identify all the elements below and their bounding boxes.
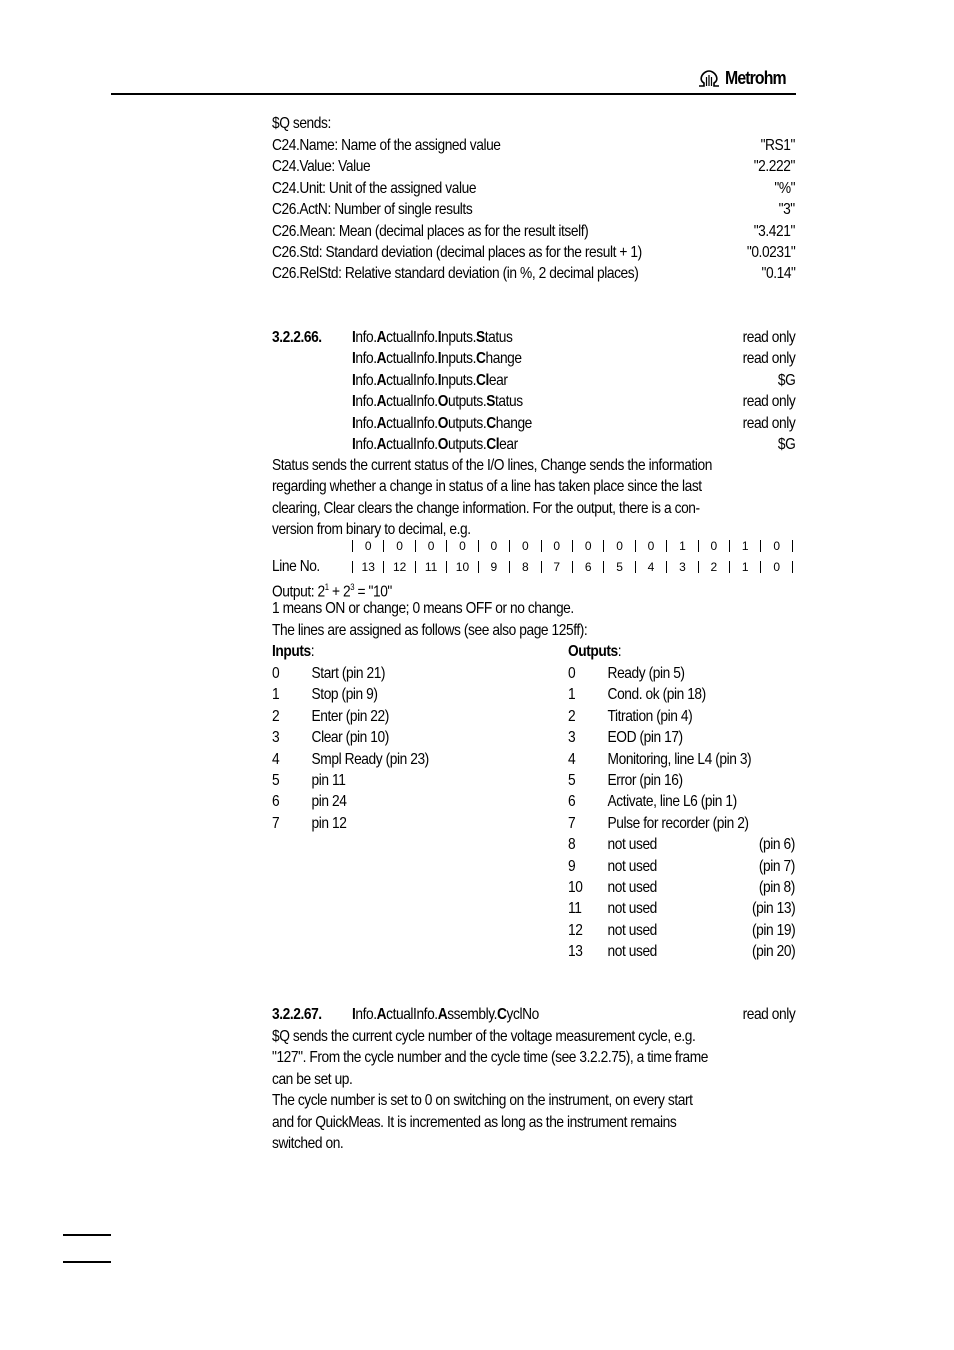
output-description: not used [607,857,657,875]
inputs-title-text: Inputs [272,643,311,660]
bit-cell: 0 [384,540,415,552]
bit-cell: 0 [510,540,541,552]
c24-row-label: C24.Unit: Unit of the assigned value [272,179,477,197]
cmd-part: I [352,436,356,453]
cmd-part: tatus [495,393,523,411]
output-description: Titration (pin 4) [607,707,693,725]
cmd-part: I [352,371,356,389]
paragraph-line: can be set up. [272,1070,353,1088]
cmd-part: A [376,350,387,368]
output-description: Ready (pin 5) [607,665,685,682]
output-number: 4 [568,750,576,768]
cmd-part: ear [499,436,518,453]
section-66-access-row [272,413,795,434]
output-description: Pulse for recorder (pin 2) [607,814,749,832]
output-description: not used [607,900,657,918]
logo-text: Metrohm [725,67,786,88]
output-pin: (pin 6) [759,836,795,854]
input-description: Stop (pin 9) [311,686,378,704]
cmd-part: nputs. [441,371,477,389]
paragraph-line: The cycle number is set to 0 on switching on the instrument, on every start [272,1092,693,1110]
cmd-part: ctualInfo. [386,350,438,368]
cmd-part: S [476,329,485,346]
cmd-part: ctualInfo. [386,371,438,389]
cmd-part: O [437,414,448,432]
input-number: 3 [272,729,280,747]
input-description: pin 24 [311,793,347,811]
line-number-cell: 11 [416,561,447,573]
cmd-part: ear [488,371,508,389]
c24-row-value: "3" [778,201,795,219]
input-row [272,770,513,791]
bit-cell: 0 [604,540,635,552]
output-pin-row [272,856,795,877]
bit-cell: 0 [761,540,792,552]
cmd-part: ctualInfo. [386,393,438,411]
output-description: Cond. ok (pin 18) [607,686,706,704]
cmd-part: A [376,436,387,453]
line-number-row [352,561,793,573]
bit-value-row [352,540,793,552]
line-number-cell: 7 [542,561,573,573]
bit-cell: 1 [730,540,761,552]
output-mid: + 2 [328,583,351,601]
cmd-part: I [437,350,442,368]
section-66-access-row [272,370,795,391]
output-description: Monitoring, line L4 (pin 3) [607,750,752,768]
input-number: 1 [272,686,280,704]
output-number: 2 [568,707,576,725]
cmd-part: hange [485,350,522,368]
paragraph-line: "127". From the cycle number and the cycle time (see 3.2.2.75), a time frame [272,1049,708,1067]
input-row [272,791,513,812]
output-suffix: = "10" [354,583,392,601]
cmd-part: I [437,371,442,389]
outputs-title-text: Outputs [568,643,618,660]
cmd-part: Cl [486,436,500,453]
input-number: 4 [272,750,280,768]
output-pin-row [272,898,795,919]
cmd-part: I [352,414,356,432]
input-number: 5 [272,772,280,789]
paragraph-line: version from binary to decimal, e.g. [272,521,471,539]
c24-row [272,135,795,156]
output-row [568,663,792,684]
line-number-cell: 12 [384,561,415,573]
output-description: not used [607,879,657,896]
section-66-number: 3.2.2.66. [272,329,322,346]
c24-row [272,156,795,177]
cmd-part: I [437,329,442,346]
section-67-access-row [272,1004,795,1025]
cmd-part: S [486,393,496,411]
output-number: 0 [568,665,576,682]
c24-row [272,178,795,199]
c24-row-label: C26.Std: Standard deviation (decimal places as for the result + 1) [272,244,642,261]
cmd-part: A [376,1006,387,1023]
metrohm-omega-icon [697,69,721,87]
bit-cell: 0 [636,540,667,552]
line-number-cell: 3 [667,561,698,573]
output-number: 7 [568,814,576,832]
cmd-part: O [437,436,448,453]
outputs-title [568,641,621,662]
input-row [272,749,513,770]
footer-rule-1 [63,1234,111,1236]
output-description: EOD (pin 17) [607,729,683,747]
paragraph-line: clearing, Clear clears the change information. For the output, there is a con- [272,499,700,517]
cmd-part: nfo. [355,329,377,346]
cmd-part: I [352,1006,356,1023]
bit-cell: 1 [667,540,698,552]
cmd-part: A [376,393,387,411]
c24-row-label: C26.Mean: Mean (decimal places as for the result itself) [272,222,589,240]
section-66-access: $G [777,371,795,389]
output-pin: (pin 8) [759,879,795,896]
cmd-part: utputs. [447,436,487,453]
output-number: 12 [568,921,583,939]
bit-cell: 0 [479,540,510,552]
inputs-colon: : [310,643,315,660]
output-row [568,791,792,812]
section-66-access: read only [742,350,795,368]
output-pin: (pin 19) [751,921,795,939]
output-row [568,770,792,791]
line-number-cell: 6 [573,561,604,573]
section-66-access: $G [777,436,795,453]
output-number: 9 [568,857,576,875]
c24-row [272,242,795,263]
input-description: Clear (pin 10) [311,729,389,747]
output-exp1: 1 [324,582,329,592]
cmd-part: nfo. [355,436,377,453]
cmd-part: ctualInfo. [386,436,438,453]
c24-intro: $Q sends: [272,115,331,132]
bit-cell: 0 [573,540,604,552]
paragraph-line: switched on. [272,1135,344,1152]
input-number: 7 [272,814,280,832]
section-66-access-row [272,391,795,412]
output-pin-row [272,877,795,898]
cmd-part: ctualInfo. [386,329,438,346]
line-number-cell: 1 [730,561,761,573]
cmd-part: nputs. [441,350,477,368]
line-number-cell: 10 [447,561,478,573]
output-description: not used [607,943,657,961]
line-number-cell: 0 [761,561,792,573]
line-number-cell: 5 [604,561,635,573]
output-number: 1 [568,686,576,704]
c24-row-value: "0.0231" [746,244,795,261]
cmd-part: ctualInfo. [386,414,438,432]
input-description: Enter (pin 22) [311,707,389,725]
cmd-part: ssembly. [447,1006,498,1023]
input-description: Smpl Ready (pin 23) [311,750,429,768]
output-description: Activate, line L6 (pin 1) [607,793,737,811]
input-row [272,727,513,748]
input-row [272,813,513,834]
output-description: not used [607,921,657,939]
section-67-access: read only [742,1006,795,1023]
input-row [272,663,513,684]
line-number-cell: 13 [353,561,384,573]
c24-row-label: C26.ActN: Number of single results [272,201,473,219]
paragraph-line: Status sends the current status of the I/O lines, Change sends the information [272,457,712,474]
output-number: 11 [568,900,582,918]
line-number-cell: 9 [479,561,510,573]
cmd-part: nfo. [355,414,377,432]
bit-cell: 0 [353,540,384,552]
cmd-part: A [437,1006,448,1023]
cmd-part: C [476,350,486,368]
c24-row-label: C24.Value: Value [272,158,371,176]
output-row [568,727,792,748]
output-pin-row [272,941,795,962]
output-row [568,684,792,705]
bit-cell: 0 [416,540,447,552]
line-no-label: Line No. [272,558,320,575]
section-66-access: read only [742,414,795,432]
cmd-part: ctualInfo. [386,1006,438,1023]
line-number-cell: 8 [510,561,541,573]
section-67-number: 3.2.2.67. [272,1006,322,1023]
paragraph-line: $Q sends the current cycle number of the voltage measurement cycle, e.g. [272,1028,696,1045]
output-prefix: Output: 2 [272,583,325,601]
cmd-part: nfo. [355,393,377,411]
section-66-access: read only [742,329,795,346]
output-number: 8 [568,836,576,854]
output-number: 3 [568,729,576,747]
cmd-part: hange [495,414,532,432]
outputs-colon: : [617,643,622,660]
cmd-part: C [486,414,496,432]
cmd-part: tatus [484,329,513,346]
output-row [568,813,792,834]
cmd-part: Cl [476,371,489,389]
output-pin-row [272,834,795,855]
inputs-title [272,641,314,662]
c24-row-label: C26.RelStd: Relative standard deviation (in %, 2 decimal places) [272,265,639,283]
paragraph-line: regarding whether a change in status of a line has taken place since the last [272,478,702,496]
cmd-part: yclNo [506,1006,539,1023]
input-number: 0 [272,665,280,682]
line-number-cell: 4 [636,561,667,573]
output-pin: (pin 20) [751,943,795,961]
header-rule [111,93,796,95]
c24-row-value: "%" [774,179,795,197]
output-number: 6 [568,793,576,811]
metrohm-logo [697,67,794,89]
output-number: 13 [568,943,583,961]
section-66-access-row [272,348,795,369]
c24-row [272,221,795,242]
cmd-part: C [497,1006,507,1023]
bit-cell: 0 [542,540,573,552]
c24-row [272,263,795,284]
cmd-part: utputs. [447,414,487,432]
cmd-part: A [376,414,387,432]
section-66-access-row [272,434,795,455]
cmd-part: I [352,393,356,411]
input-number: 6 [272,793,280,811]
output-row [568,706,792,727]
input-description: pin 11 [311,772,346,789]
output-pin-row [272,920,795,941]
cmd-part: nfo. [355,1006,377,1023]
cmd-part: A [376,329,387,346]
output-number: 5 [568,772,576,789]
output-pin: (pin 13) [751,900,795,918]
c24-row-label: C24.Name: Name of the assigned value [272,137,501,154]
cmd-part: I [352,329,356,346]
section-66-access-row [272,327,795,348]
paragraph-line: and for QuickMeas. It is incremented as long as the instrument remains [272,1113,677,1131]
cmd-part: nputs. [441,329,477,346]
cmd-part: O [437,393,448,411]
bit-cell: 0 [447,540,478,552]
input-description: pin 12 [311,814,347,832]
output-exp2: 3 [350,582,355,592]
input-number: 2 [272,707,280,725]
c24-row-value: "3.421" [753,222,795,240]
cmd-part: nfo. [355,371,377,389]
output-pin: (pin 7) [759,857,795,875]
output-row [568,749,792,770]
assigned-text: The lines are assigned as follows (see also page 125ff): [272,622,588,639]
footer-rule-2 [63,1261,111,1263]
section-66-access: read only [742,393,795,411]
input-row [272,706,513,727]
c24-row-value: "0.14" [761,265,795,283]
input-row [272,684,513,705]
bit-cell: 0 [699,540,730,552]
line-number-cell: 2 [699,561,730,573]
c24-row [272,199,795,220]
cmd-part: utputs. [447,393,487,411]
output-number: 10 [568,879,583,896]
cmd-part: I [352,350,356,368]
output-description: Error (pin 16) [607,772,683,789]
c24-row-value: "RS1" [760,137,795,154]
cmd-part: A [376,371,387,389]
input-description: Start (pin 21) [311,665,386,682]
cmd-part: nfo. [355,350,377,368]
output-description: not used [607,836,657,854]
c24-row-value: "2.222" [753,158,795,176]
meaning-text: 1 means ON or change; 0 means OFF or no change. [272,600,574,617]
